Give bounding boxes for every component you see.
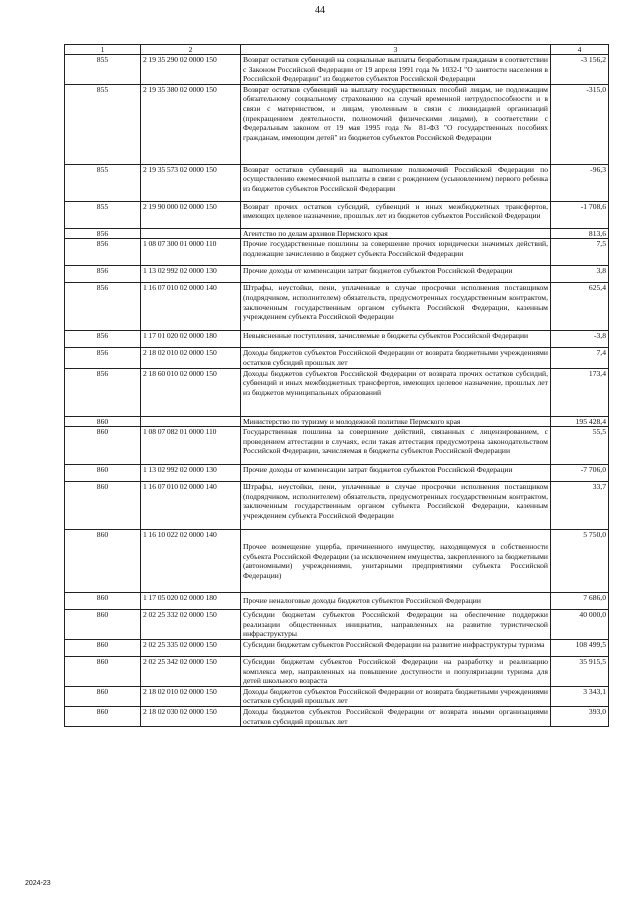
table-row xyxy=(65,686,609,706)
revenue-description: Доходы бюджетов субъектов Российской Федерации от возврата бюджетными учреждениями остатков субсидий прошлых лет xyxy=(241,686,551,706)
table-row xyxy=(65,368,609,416)
revenue-code: 2 18 60 010 02 0000 150 xyxy=(141,368,241,416)
table-row xyxy=(65,201,609,228)
table-row xyxy=(65,656,609,686)
table-row xyxy=(65,283,609,331)
department-code: 856 xyxy=(65,331,141,348)
table-row xyxy=(65,610,609,640)
revenue-amount: 3 343,1 xyxy=(551,686,609,706)
table-row xyxy=(65,55,609,85)
table-row xyxy=(65,706,609,726)
revenue-description: Субсидии бюджетам субъектов Российской Федерации на развитие инфраструктуры туризма xyxy=(241,639,551,656)
revenue-code: 2 19 35 573 02 0000 150 xyxy=(141,164,241,201)
revenue-description: Государственная пошлина за совершение действий, связанных с лицензированием, с проведением аттестации в случаях, если такая аттестация предусмотрена законодательством Российской Федерации, зачисляемая в бюджеты субъектов Российской Федерации xyxy=(241,427,551,465)
revenue-code: 1 17 05 020 02 0000 180 xyxy=(141,593,241,610)
department-code: 860 xyxy=(65,656,141,686)
revenue-amount: 173,4 xyxy=(551,368,609,416)
header-col-4: 4 xyxy=(551,45,609,55)
revenue-amount: -96,3 xyxy=(551,164,609,201)
department-code: 860 xyxy=(65,427,141,465)
department-code: 856 xyxy=(65,348,141,368)
revenue-code: 1 13 02 992 02 0000 130 xyxy=(141,266,241,283)
revenue-description: Штрафы, неустойки, пени, уплаченные в случае просрочки исполнения поставщиком (подрядчиком, исполнителем) обязательств, предусмотренных государственным контрактом, заключенным государственным органом субъекта Российской Федерации, казенным учреждением субъекта Российской Федерации xyxy=(241,283,551,331)
revenue-code: 2 18 02 010 02 0000 150 xyxy=(141,348,241,368)
revenue-description: Прочие неналоговые доходы бюджетов субъектов Российской Федерации xyxy=(241,593,551,610)
revenue-amount: 195 428,4 xyxy=(551,416,609,427)
revenue-description: Субсидии бюджетам субъектов Российской Федерации на обеспечение поддержки реализации общественных инициатив, направленных на развитие туристической инфраструктуры xyxy=(241,610,551,640)
revenue-code: 1 08 07 082 01 0000 110 xyxy=(141,427,241,465)
revenue-description: Возврат прочих остатков субсидий, субвенций и иных межбюджетных трансфертов, имеющих целевое назначение, прошлых лет из бюджетов субъектов Российской Федерации xyxy=(241,201,551,228)
revenue-amount: 7,5 xyxy=(551,239,609,266)
department-code: 860 xyxy=(65,706,141,726)
revenue-code: 1 16 07 010 02 0000 140 xyxy=(141,482,241,530)
revenue-amount: 3,8 xyxy=(551,266,609,283)
department-code: 860 xyxy=(65,686,141,706)
revenue-amount: 33,7 xyxy=(551,482,609,530)
table-row xyxy=(65,416,609,427)
revenue-amount: 108 499,5 xyxy=(551,639,609,656)
revenue-amount: 55,5 xyxy=(551,427,609,465)
department-code: 856 xyxy=(65,266,141,283)
page-number: 44 xyxy=(315,5,325,16)
revenue-code: 2 02 25 332 02 0000 150 xyxy=(141,610,241,640)
revenue-amount: 35 915,5 xyxy=(551,656,609,686)
revenue-amount: 813,6 xyxy=(551,228,609,239)
department-code: 855 xyxy=(65,201,141,228)
revenue-code: 2 19 90 000 02 0000 150 xyxy=(141,201,241,228)
revenue-description: Прочее возмещение ущерба, причиненного имуществу, находящемуся в собственности субъекта Российской Федерации (за исключением имущества, закрепленного за бюджетными (автономными) учреждениями, унитарными предприятиями субъекта Российской Федерации) xyxy=(241,530,551,593)
department-code: 860 xyxy=(65,593,141,610)
department-code: 856 xyxy=(65,283,141,331)
revenue-description: Доходы бюджетов субъектов Российской Федерации от возврата бюджетными учреждениями остатков субсидий прошлых лет xyxy=(241,348,551,368)
department-code: 860 xyxy=(65,530,141,593)
revenue-description: Возврат остатков субвенций на социальные выплаты безработным гражданам в соответствии с Законом Российской Федерации от 19 апреля 1991 года № 1032-I "О занятости населения в Российской Федерации" из бюджетов субъектов Российской Федерации xyxy=(241,55,551,85)
revenue-code: 1 08 07 300 01 0000 110 xyxy=(141,239,241,266)
department-code: 855 xyxy=(65,55,141,85)
revenue-code: 2 18 02 030 02 0000 150 xyxy=(141,706,241,726)
revenue-code xyxy=(141,228,241,239)
revenue-amount: 625,4 xyxy=(551,283,609,331)
revenue-description: Штрафы, неустойки, пени, уплаченные в случае просрочки исполнения поставщиком (подрядчиком, исполнителем) обязательств, предусмотренных государственным контрактом, заключенным государственным органом субъекта Российской Федерации, казенным учреждением субъекта Российской Федерации xyxy=(241,482,551,530)
table-row xyxy=(65,164,609,201)
revenue-code: 1 17 01 020 02 0000 180 xyxy=(141,331,241,348)
revenue-description: Возврат остатков субвенций на выполнение полномочий Российской Федерации по осуществлению ежемесячной выплаты в связи с рождением (усыновлением) первого ребенка из бюджетов субъектов Российской Федерации xyxy=(241,164,551,201)
department-code: 860 xyxy=(65,416,141,427)
table-row xyxy=(65,482,609,530)
revenue-code: 2 02 25 335 02 0000 150 xyxy=(141,639,241,656)
header-col-1: 1 xyxy=(65,45,141,55)
revenue-amount: -1 708,6 xyxy=(551,201,609,228)
revenue-amount: -7 706,0 xyxy=(551,465,609,482)
revenue-description: Доходы бюджетов субъектов Российской Федерации от возврата прочих остатков субсидий, субвенций и иных межбюджетных трансфертов, имеющих целевое назначение, прошлых лет из бюджетов муниципальных образований xyxy=(241,368,551,416)
revenue-description: Доходы бюджетов субъектов Российской Федерации от возврата иными организациями остатков субсидий прошлых лет xyxy=(241,706,551,726)
table-row xyxy=(65,427,609,465)
revenue-description: Прочие доходы от компенсации затрат бюджетов субъектов Российской Федерации xyxy=(241,465,551,482)
revenue-code: 2 19 35 380 02 0000 150 xyxy=(141,84,241,164)
table-row xyxy=(65,530,609,593)
revenue-description: Невыясненные поступления, зачисляемые в бюджеты субъектов Российской Федерации xyxy=(241,331,551,348)
revenue-amount: 40 000,0 xyxy=(551,610,609,640)
department-code: 860 xyxy=(65,639,141,656)
table-row xyxy=(65,84,609,164)
revenue-description: Агентство по делам архивов Пермского края xyxy=(241,228,551,239)
table-row xyxy=(65,228,609,239)
revenue-description: Прочие доходы от компенсации затрат бюджетов субъектов Российской Федерации xyxy=(241,266,551,283)
table-row xyxy=(65,639,609,656)
footer-code: 2024-23 xyxy=(25,880,51,887)
table-header-row xyxy=(65,45,609,55)
revenue-code: 1 13 02 992 02 0000 130 xyxy=(141,465,241,482)
revenue-description: Прочие государственные пошлины за совершение прочих юридически значимых действий, подлежащие зачислению в бюджет субъекта Российской Федерации xyxy=(241,239,551,266)
table-row xyxy=(65,348,609,368)
revenue-table xyxy=(64,44,609,727)
revenue-description: Министерство по туризму и молодежной политике Пермского края xyxy=(241,416,551,427)
header-col-3: 3 xyxy=(241,45,551,55)
revenue-amount: 7 686,0 xyxy=(551,593,609,610)
revenue-code: 2 02 25 342 02 0000 150 xyxy=(141,656,241,686)
revenue-amount: 5 750,0 xyxy=(551,530,609,593)
revenue-code: 1 16 10 022 02 0000 140 xyxy=(141,530,241,593)
department-code: 856 xyxy=(65,368,141,416)
revenue-code xyxy=(141,416,241,427)
department-code: 860 xyxy=(65,610,141,640)
revenue-amount: -3 156,2 xyxy=(551,55,609,85)
header-col-2: 2 xyxy=(141,45,241,55)
revenue-description: Возврат остатков субвенций на выплату государственных пособий лицам, не подлежащим обязательному социальному страхованию на случай временной нетрудоспособности и в связи с материнством, и лицам, уволенным в связи с ликвидацией организаций (прекращением деятельности, полномочий физическими лицами), в соответствии с Федеральным законом от 19 мая 1995 года № 81-ФЗ "О государственных пособиях гражданам, имеющим детей" из бюджетов субъектов Российской Федерации xyxy=(241,84,551,164)
revenue-code: 2 19 35 290 02 0000 150 xyxy=(141,55,241,85)
department-code: 856 xyxy=(65,228,141,239)
revenue-amount: 393,0 xyxy=(551,706,609,726)
department-code: 855 xyxy=(65,84,141,164)
table-row xyxy=(65,239,609,266)
revenue-amount: -315,0 xyxy=(551,84,609,164)
table-row xyxy=(65,593,609,610)
department-code: 860 xyxy=(65,465,141,482)
table-row xyxy=(65,331,609,348)
revenue-amount: -3,8 xyxy=(551,331,609,348)
revenue-amount: 7,4 xyxy=(551,348,609,368)
table-row xyxy=(65,266,609,283)
department-code: 856 xyxy=(65,239,141,266)
department-code: 860 xyxy=(65,482,141,530)
table-row xyxy=(65,465,609,482)
department-code: 855 xyxy=(65,164,141,201)
revenue-code: 1 16 07 010 02 0000 140 xyxy=(141,283,241,331)
revenue-code: 2 18 02 010 02 0000 150 xyxy=(141,686,241,706)
revenue-description: Субсидии бюджетам субъектов Российской Федерации на разработку и реализацию комплекса мер, направленных на повышение доступности и популяризации туризма для детей школьного возраста xyxy=(241,656,551,686)
